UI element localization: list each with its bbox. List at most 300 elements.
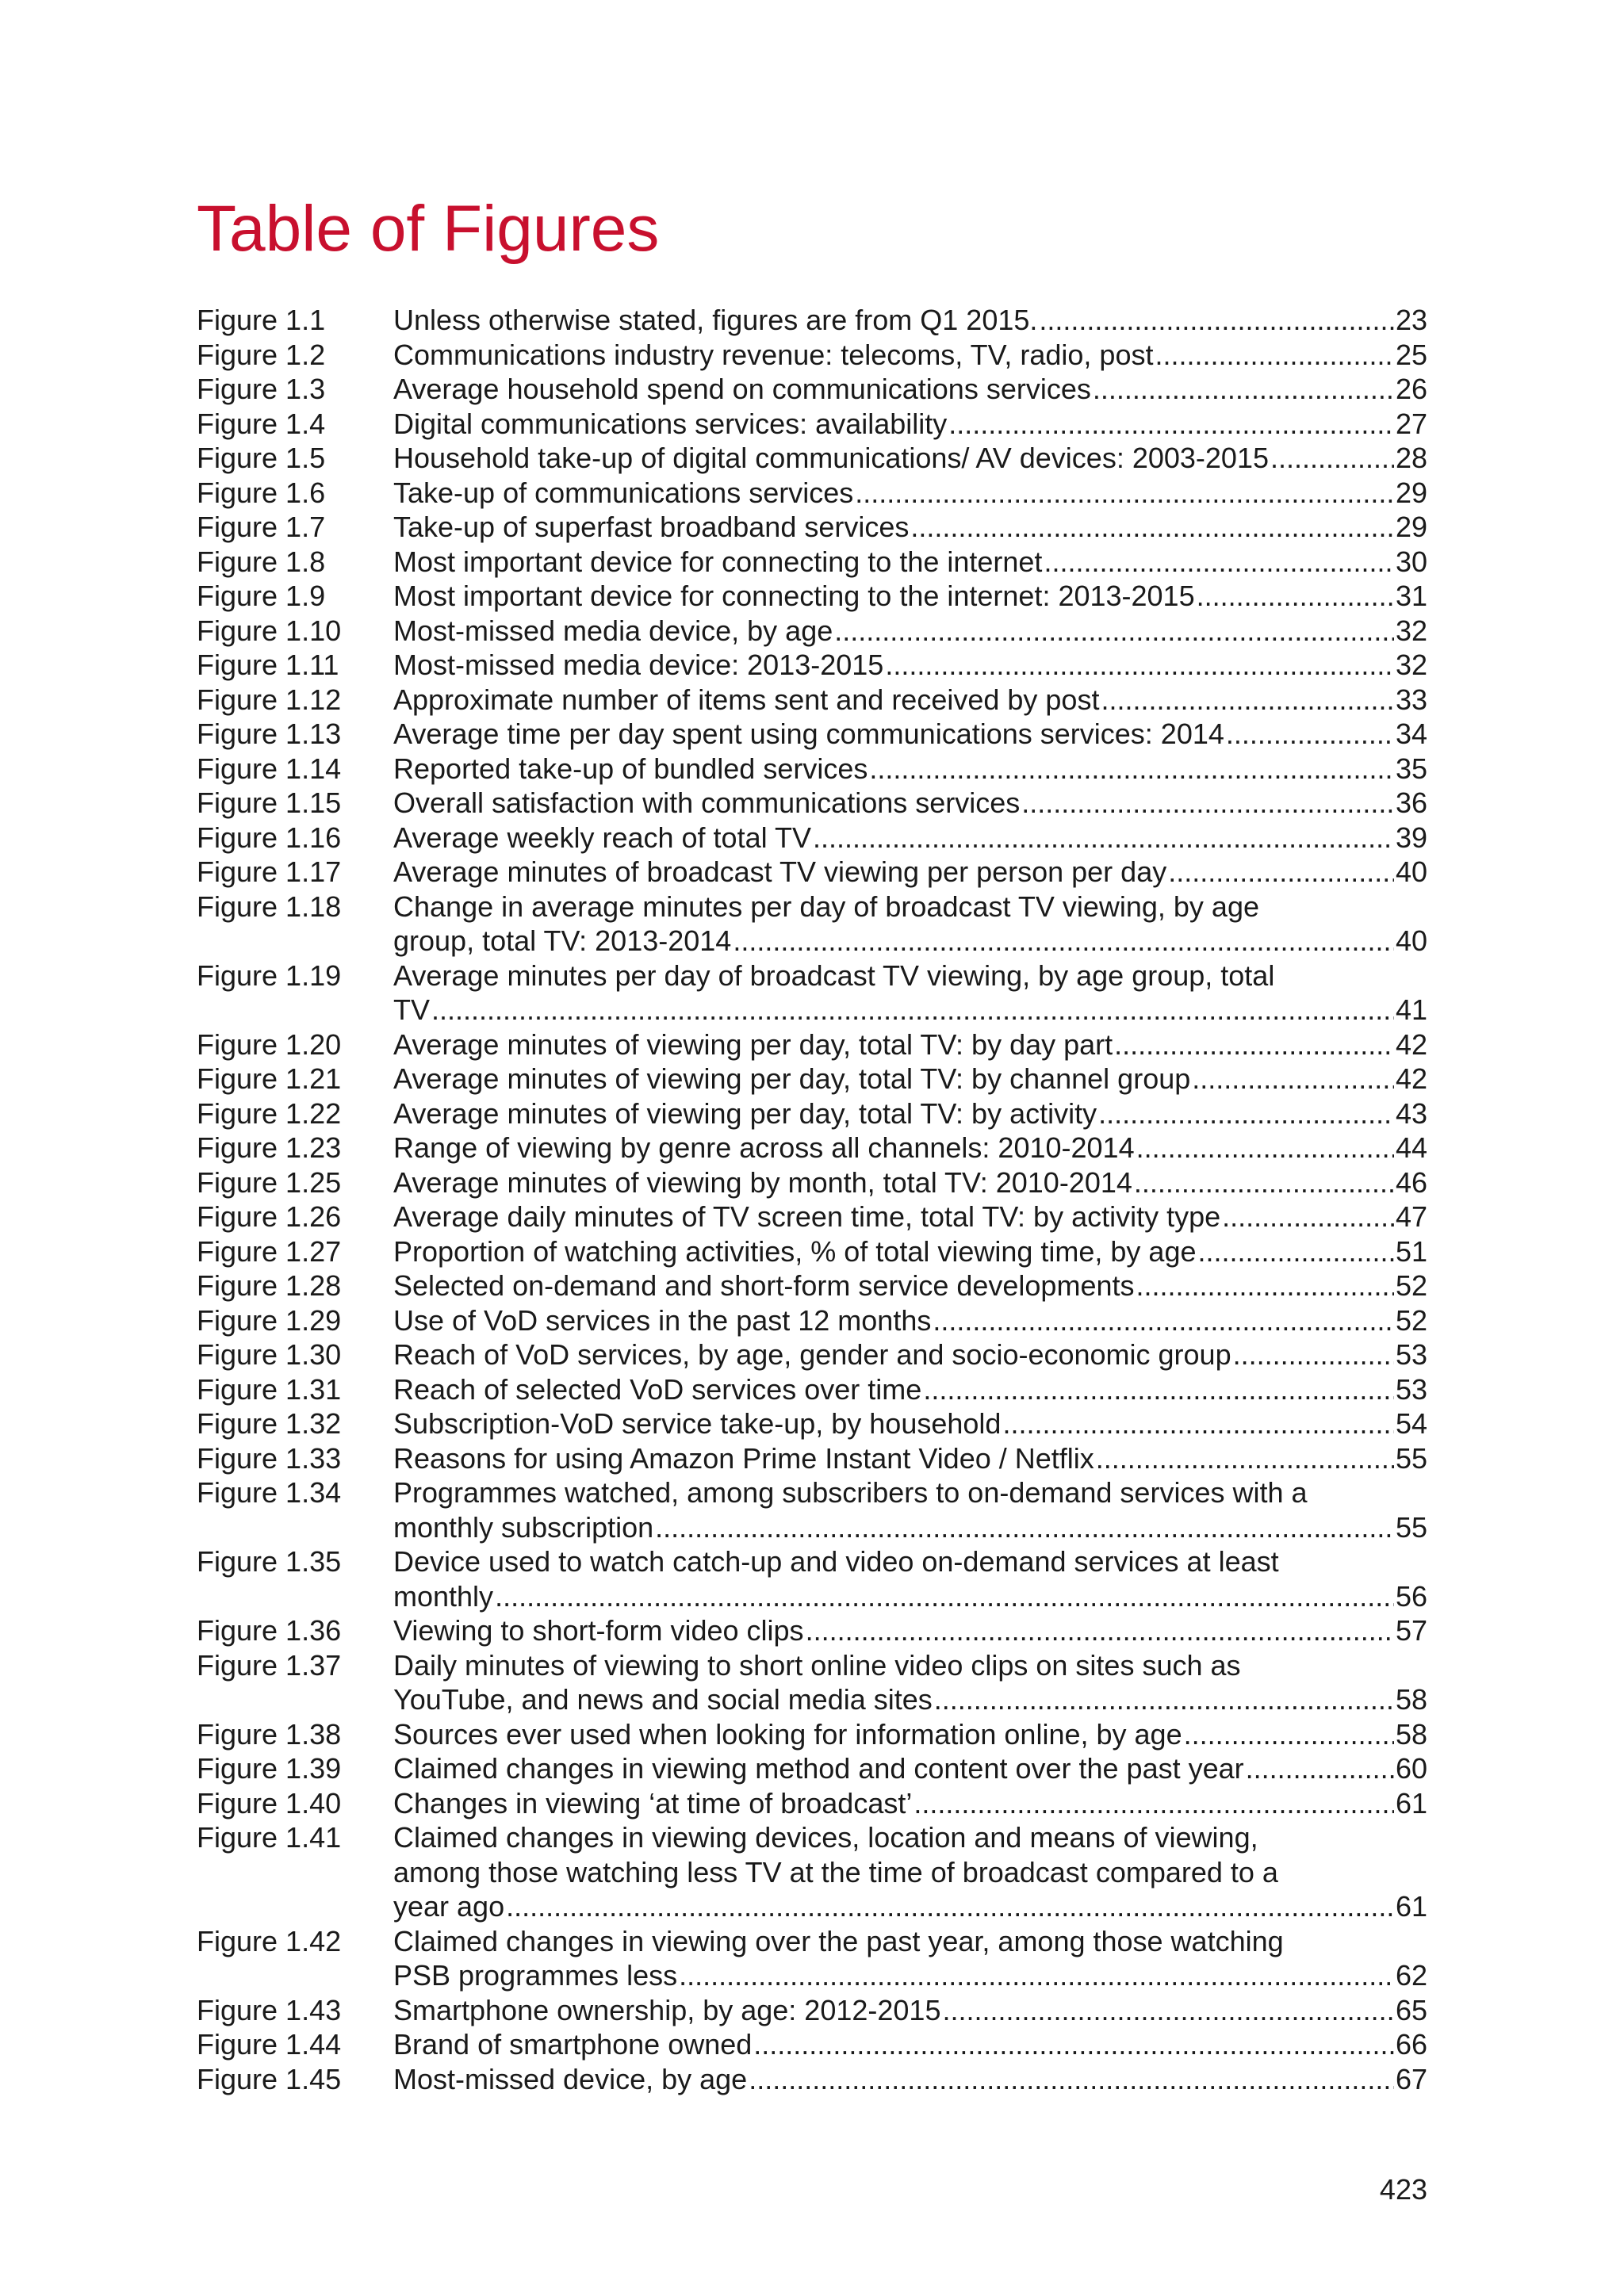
dot-leader — [1021, 786, 1394, 821]
toc-entry[interactable] — [197, 1027, 1427, 1062]
figure-title-last-line — [393, 1717, 1427, 1752]
dot-leader — [869, 752, 1394, 786]
dot-leader — [1101, 683, 1393, 718]
figure-entry-body — [393, 648, 1427, 683]
figure-entry-body — [393, 545, 1427, 580]
figure-title-line: Reported take-up of bundled services — [393, 752, 868, 785]
figure-title-line: Average minutes of viewing by month, total TV: 2010-2014 — [393, 1165, 1132, 1199]
toc-entry[interactable] — [197, 1200, 1427, 1234]
figure-number: Figure 1.13 — [197, 718, 342, 750]
figure-entry-body — [393, 1475, 1427, 1544]
dot-leader — [753, 2027, 1394, 2062]
page-reference[interactable]: 60 — [1395, 1752, 1427, 1785]
page-reference[interactable]: 32 — [1395, 614, 1427, 647]
figure-title-last-line — [393, 1234, 1427, 1269]
page-reference[interactable]: 51 — [1395, 1234, 1427, 1268]
figure-entry-body — [393, 510, 1427, 545]
figure-title-last-line — [393, 855, 1427, 890]
page-reference[interactable]: 39 — [1395, 821, 1427, 854]
figure-number: Figure 1.21 — [197, 1062, 342, 1095]
page-reference[interactable]: 27 — [1395, 407, 1427, 440]
toc-entry[interactable] — [197, 1234, 1427, 1269]
page-reference[interactable]: 52 — [1395, 1303, 1427, 1337]
page-reference[interactable]: 29 — [1395, 511, 1427, 543]
figure-number: Figure 1.42 — [197, 1924, 342, 1957]
page-reference[interactable]: 40 — [1395, 924, 1427, 957]
toc-entry[interactable] — [197, 855, 1427, 890]
dot-leader — [1270, 441, 1394, 476]
toc-entry[interactable] — [197, 1303, 1427, 1338]
dot-leader — [1098, 1096, 1394, 1131]
figure-number: Figure 1.17 — [197, 855, 342, 888]
figure-entry-body — [393, 890, 1427, 959]
figure-title-line: Selected on-demand and short-form service developments — [393, 1269, 1135, 1302]
dot-leader — [1114, 1027, 1394, 1062]
figure-entry-body — [393, 1717, 1427, 1752]
toc-entry[interactable] — [197, 476, 1427, 511]
toc-entry[interactable] — [197, 1096, 1427, 1131]
page-reference[interactable]: 58 — [1395, 1717, 1427, 1751]
toc-entry[interactable] — [197, 1165, 1427, 1200]
dot-leader — [679, 1958, 1394, 1993]
figure-number: Figure 1.38 — [197, 1717, 342, 1751]
page-reference[interactable]: 66 — [1395, 2028, 1427, 2061]
toc-entry[interactable] — [197, 683, 1427, 718]
figure-title-line: Most important device for connecting to the internet — [393, 545, 1043, 578]
dot-leader — [1197, 579, 1394, 614]
figure-entry-body — [393, 338, 1427, 373]
figure-title-line: Programmes watched, among subscribers to on-demand services with a — [393, 1476, 1308, 1509]
dot-leader — [834, 614, 1394, 649]
figure-number: Figure 1.10 — [197, 614, 342, 647]
figure-title-last-line — [393, 1510, 1427, 1545]
figure-title-line: YouTube, and news and social media sites — [393, 1683, 933, 1716]
figure-title-line: Claimed changes in viewing over the past year, among those watching — [393, 1924, 1284, 1957]
figure-title-line: Unless otherwise stated, figures are from Q1 2015. — [393, 304, 1038, 336]
figure-title-last-line — [393, 1269, 1427, 1303]
figure-title-line: Changes in viewing ‘at time of broadcast’ — [393, 1786, 913, 1820]
figure-entry-body — [393, 752, 1427, 786]
page-reference[interactable]: 52 — [1395, 1269, 1427, 1302]
figure-title-line: Daily minutes of viewing to short online video clips on sites such as — [393, 1648, 1241, 1682]
figure-title-last-line — [393, 614, 1427, 649]
figure-title-last-line — [393, 717, 1427, 752]
dot-leader — [749, 2062, 1394, 2097]
dot-leader — [885, 648, 1394, 683]
figure-number: Figure 1.9 — [197, 580, 326, 612]
page-reference[interactable]: 28 — [1395, 442, 1427, 474]
dot-leader — [1136, 1131, 1394, 1165]
figure-entry-body — [393, 1924, 1427, 1993]
figure-title-last-line — [393, 1889, 1427, 1924]
figure-number: Figure 1.18 — [197, 890, 342, 923]
dot-leader — [1134, 1165, 1394, 1200]
page-reference[interactable]: 46 — [1395, 1165, 1427, 1199]
figure-number: Figure 1.20 — [197, 1027, 342, 1061]
page-reference[interactable]: 42 — [1395, 1062, 1427, 1095]
page-reference[interactable]: 57 — [1395, 1614, 1427, 1647]
figure-number: Figure 1.36 — [197, 1614, 342, 1647]
figure-title-last-line — [393, 1200, 1427, 1234]
figure-title-last-line — [393, 683, 1427, 718]
figure-number: Figure 1.7 — [197, 511, 326, 543]
figure-number: Figure 1.44 — [197, 2028, 342, 2061]
page-reference[interactable]: 53 — [1395, 1338, 1427, 1371]
figure-title-line: PSB programmes less — [393, 1959, 678, 1992]
figure-entry-body — [393, 1165, 1427, 1200]
figure-title-last-line — [393, 1441, 1427, 1476]
dot-leader — [1002, 1406, 1394, 1441]
figure-title-last-line — [393, 476, 1427, 511]
figure-title-line: Average weekly reach of total TV — [393, 821, 811, 854]
figure-entry-body — [393, 1751, 1427, 1786]
toc-entry[interactable] — [197, 579, 1427, 614]
page-reference[interactable]: 41 — [1395, 993, 1427, 1026]
page-number: 423 — [1379, 2173, 1427, 2206]
toc-entry[interactable] — [197, 510, 1427, 545]
figure-title-line: Range of viewing by genre across all channels: 2010-2014 — [393, 1131, 1135, 1164]
page-reference[interactable]: 55 — [1395, 1510, 1427, 1544]
toc-entry[interactable] — [197, 1751, 1427, 1786]
dot-leader — [1184, 1717, 1394, 1752]
figure-title-line: Reasons for using Amazon Prime Instant Video / Netflix — [393, 1441, 1094, 1475]
toc-entry[interactable] — [197, 1786, 1427, 1821]
figure-number: Figure 1.19 — [197, 959, 342, 992]
figure-title-line: monthly — [393, 1579, 494, 1613]
toc-entry[interactable] — [197, 303, 1427, 338]
toc-entry[interactable] — [197, 1475, 1427, 1544]
figure-entry-body — [393, 614, 1427, 649]
figure-title-last-line — [393, 786, 1427, 821]
toc-entry[interactable] — [197, 1372, 1427, 1407]
figure-number: Figure 1.16 — [197, 821, 342, 854]
figure-title-line: Device used to watch catch-up and video on-demand services at least — [393, 1545, 1279, 1578]
toc-entry[interactable] — [197, 959, 1427, 1027]
figure-title-line: Average minutes of viewing per day, total TV: by day part — [393, 1027, 1113, 1061]
page-reference[interactable]: 32 — [1395, 649, 1427, 681]
figure-title-last-line — [393, 303, 1427, 338]
toc-entry[interactable] — [197, 648, 1427, 683]
figure-entry-body — [393, 1372, 1427, 1407]
figure-number: Figure 1.2 — [197, 338, 326, 371]
dot-leader — [1246, 1751, 1394, 1786]
figure-title-last-line — [393, 1682, 1427, 1717]
figure-title-line: Average time per day spent using communications services: 2014 — [393, 718, 1224, 750]
figure-entry-body — [393, 1993, 1427, 2028]
figure-title-last-line — [393, 648, 1427, 683]
toc-entry[interactable] — [197, 2062, 1427, 2097]
dot-leader — [942, 1993, 1393, 2028]
dot-leader — [1096, 1441, 1394, 1476]
page-reference[interactable]: 43 — [1395, 1096, 1427, 1130]
figure-number: Figure 1.35 — [197, 1545, 342, 1578]
figure-title-last-line — [393, 1131, 1427, 1165]
figure-entry-body — [393, 441, 1427, 476]
figure-number: Figure 1.29 — [197, 1303, 342, 1337]
figure-entry-body — [393, 1027, 1427, 1062]
figure-number: Figure 1.5 — [197, 442, 326, 474]
dot-leader — [806, 1613, 1394, 1648]
dot-leader — [1093, 372, 1394, 407]
figure-entry-body — [393, 579, 1427, 614]
page-title: Table of Figures — [197, 193, 660, 265]
dot-leader — [1155, 338, 1393, 373]
figure-title-line: Average minutes per day of broadcast TV viewing, by age group, total — [393, 959, 1275, 992]
figure-title-line: Average minutes of broadcast TV viewing per person per day — [393, 855, 1167, 888]
figure-title-last-line — [393, 441, 1427, 476]
page-reference[interactable]: 34 — [1395, 718, 1427, 750]
toc-entry[interactable] — [197, 1544, 1427, 1613]
page-reference[interactable]: 67 — [1395, 2062, 1427, 2095]
figure-entry-body — [393, 717, 1427, 752]
page-reference[interactable]: 44 — [1395, 1131, 1427, 1164]
figure-number: Figure 1.23 — [197, 1131, 342, 1164]
figure-number: Figure 1.3 — [197, 373, 326, 405]
toc-entry[interactable] — [197, 1269, 1427, 1303]
figure-title-last-line — [393, 1027, 1427, 1062]
toc-entry[interactable] — [197, 2027, 1427, 2062]
figure-entry-body — [393, 1062, 1427, 1096]
figure-title-line: Subscription-VoD service take-up, by household — [393, 1407, 1002, 1440]
figure-entry-body — [393, 1648, 1427, 1717]
figure-entry-body — [393, 821, 1427, 855]
figure-entry-body — [393, 959, 1427, 1027]
figure-title-last-line — [393, 1993, 1427, 2028]
page-reference[interactable]: 23 — [1395, 304, 1427, 336]
figure-title-line: Average minutes of viewing per day, total TV: by channel group — [393, 1062, 1191, 1095]
figure-title-last-line — [393, 2062, 1427, 2097]
figure-title-last-line — [393, 1579, 1427, 1614]
dot-leader — [733, 924, 1394, 959]
page-reference[interactable]: 58 — [1395, 1683, 1427, 1716]
figure-number: Figure 1.30 — [197, 1338, 342, 1371]
toc-entry[interactable] — [197, 1648, 1427, 1717]
dot-leader — [933, 1303, 1394, 1338]
toc-entry[interactable] — [197, 1993, 1427, 2028]
figure-title-line: Change in average minutes per day of broadcast TV viewing, by age — [393, 890, 1259, 923]
dot-leader — [655, 1510, 1394, 1545]
figure-number: Figure 1.22 — [197, 1096, 342, 1130]
toc-entry[interactable] — [197, 1717, 1427, 1752]
figure-number: Figure 1.31 — [197, 1372, 342, 1406]
figure-title-line: monthly subscription — [393, 1510, 654, 1544]
toc-entry[interactable] — [197, 786, 1427, 821]
page-reference[interactable]: 31 — [1395, 580, 1427, 612]
figure-title-line: Most-missed media device: 2013-2015 — [393, 649, 884, 681]
toc-entry[interactable] — [197, 890, 1427, 959]
toc-entry[interactable] — [197, 1337, 1427, 1372]
figure-title-line: Most-missed media device, by age — [393, 614, 833, 647]
dot-leader — [495, 1579, 1394, 1614]
figure-title-last-line — [393, 1303, 1427, 1338]
dot-leader — [923, 1372, 1394, 1407]
dot-leader — [855, 476, 1394, 511]
toc-entry[interactable] — [197, 407, 1427, 442]
figure-title-last-line — [393, 545, 1427, 580]
figure-title-line: Communications industry revenue: telecoms, TV, radio, post — [393, 338, 1154, 371]
page-reference[interactable]: 54 — [1395, 1407, 1427, 1440]
figure-title-line: Sources ever used when looking for information online, by age — [393, 1717, 1182, 1751]
toc-entry[interactable] — [197, 1406, 1427, 1441]
toc-entry[interactable] — [197, 717, 1427, 752]
figure-title-line: Household take-up of digital communications/ AV devices: 2003-2015 — [393, 442, 1269, 474]
figure-entry-body — [393, 1200, 1427, 1234]
toc-entry[interactable] — [197, 1062, 1427, 1096]
page-reference[interactable]: 62 — [1395, 1959, 1427, 1992]
figure-title-last-line — [393, 1613, 1427, 1648]
figure-entry-body — [393, 2027, 1427, 2062]
page-reference[interactable]: 42 — [1395, 1027, 1427, 1061]
figure-entry-body — [393, 683, 1427, 718]
dot-leader — [1044, 545, 1394, 580]
page-reference[interactable]: 40 — [1395, 855, 1427, 888]
figure-title-last-line — [393, 1165, 1427, 1200]
page-reference[interactable]: 47 — [1395, 1200, 1427, 1233]
figure-title-last-line — [393, 1751, 1427, 1786]
figure-title-last-line — [393, 2027, 1427, 2062]
dot-leader — [1039, 303, 1394, 338]
dot-leader — [813, 821, 1394, 855]
figure-title-line: Claimed changes in viewing method and content over the past year — [393, 1752, 1244, 1785]
figure-number: Figure 1.4 — [197, 407, 326, 440]
figure-title-line: Approximate number of items sent and received by post — [393, 683, 1100, 716]
figure-number: Figure 1.28 — [197, 1269, 342, 1302]
toc-entry[interactable] — [197, 1441, 1427, 1476]
figure-number: Figure 1.34 — [197, 1476, 342, 1509]
dot-leader — [1226, 717, 1394, 752]
figure-title-last-line — [393, 579, 1427, 614]
figure-title-line: Average minutes of viewing per day, total TV: by activity — [393, 1096, 1097, 1130]
figure-entry-body — [393, 1269, 1427, 1303]
figure-title-last-line — [393, 1372, 1427, 1407]
figure-entry-body — [393, 1131, 1427, 1165]
figure-title-line: among those watching less TV at the time of broadcast compared to a — [393, 1855, 1278, 1888]
figure-entry-body — [393, 1441, 1427, 1476]
figure-entry-body — [393, 786, 1427, 821]
dot-leader — [1192, 1062, 1394, 1096]
toc-entry[interactable] — [197, 441, 1427, 476]
page-reference[interactable]: 65 — [1395, 1993, 1427, 2026]
figure-title-line: Claimed changes in viewing devices, location and means of viewing, — [393, 1821, 1258, 1854]
figure-entry-body — [393, 1544, 1427, 1613]
figure-number: Figure 1.15 — [197, 786, 342, 819]
figure-number: Figure 1.12 — [197, 683, 342, 716]
figure-title-line: group, total TV: 2013-2014 — [393, 924, 732, 957]
figure-title-last-line — [393, 338, 1427, 373]
dot-leader — [1136, 1269, 1394, 1303]
figure-title-last-line — [393, 372, 1427, 407]
toc-entry[interactable] — [197, 1924, 1427, 1993]
figure-title-last-line — [393, 993, 1427, 1027]
figure-title-line: Reach of VoD services, by age, gender and socio-economic group — [393, 1338, 1231, 1371]
page-reference[interactable]: 33 — [1395, 683, 1427, 716]
figure-title-line: Reach of selected VoD services over time — [393, 1372, 922, 1406]
page-reference[interactable]: 25 — [1395, 338, 1427, 371]
figure-number: Figure 1.8 — [197, 545, 326, 578]
figure-title-line: Most-missed device, by age — [393, 2062, 748, 2095]
figure-number: Figure 1.26 — [197, 1200, 342, 1233]
figure-title-line: Overall satisfaction with communications services — [393, 786, 1021, 819]
dot-leader — [910, 510, 1394, 545]
dot-leader — [431, 993, 1394, 1027]
toc-entry[interactable] — [197, 372, 1427, 407]
dot-leader — [1198, 1234, 1394, 1269]
figure-title-last-line — [393, 1096, 1427, 1131]
table-of-figures-list — [197, 303, 1427, 2096]
dot-leader — [1233, 1337, 1394, 1372]
figure-title-last-line — [393, 821, 1427, 855]
page-reference[interactable]: 29 — [1395, 476, 1427, 509]
figure-number: Figure 1.14 — [197, 752, 342, 785]
figure-title-line: year ago — [393, 1890, 505, 1923]
figure-entry-body — [393, 407, 1427, 442]
toc-entry[interactable] — [197, 821, 1427, 855]
page-reference[interactable]: 36 — [1395, 786, 1427, 819]
dot-leader — [934, 1682, 1394, 1717]
figure-title-line: Use of VoD services in the past 12 months — [393, 1303, 932, 1337]
figure-title-last-line — [393, 1786, 1427, 1821]
figure-number: Figure 1.11 — [197, 649, 339, 681]
figure-number: Figure 1.32 — [197, 1407, 342, 1440]
figure-number: Figure 1.37 — [197, 1648, 342, 1682]
figure-entry-body — [393, 372, 1427, 407]
figure-title-line: Smartphone ownership, by age: 2012-2015 — [393, 1993, 941, 2026]
figure-entry-body — [393, 1820, 1427, 1924]
figure-title-line: Average household spend on communications services — [393, 373, 1091, 405]
figure-number: Figure 1.41 — [197, 1821, 342, 1854]
figure-title-last-line — [393, 1337, 1427, 1372]
toc-entry[interactable] — [197, 338, 1427, 373]
figure-number: Figure 1.45 — [197, 2062, 342, 2095]
page-reference[interactable]: 61 — [1395, 1786, 1427, 1820]
figure-entry-body — [393, 1303, 1427, 1338]
figure-title-last-line — [393, 510, 1427, 545]
toc-entry[interactable] — [197, 545, 1427, 580]
figure-title-line: Digital communications services: availability — [393, 407, 948, 440]
figure-entry-body — [393, 855, 1427, 890]
page-reference[interactable]: 30 — [1395, 545, 1427, 578]
figure-entry-body — [393, 2062, 1427, 2097]
page-reference[interactable]: 53 — [1395, 1372, 1427, 1406]
figure-title-line: TV — [393, 993, 431, 1026]
dot-leader — [948, 407, 1394, 442]
figure-title-last-line — [393, 1406, 1427, 1441]
page-reference[interactable]: 55 — [1395, 1441, 1427, 1475]
toc-entry[interactable] — [197, 1131, 1427, 1165]
figure-number: Figure 1.43 — [197, 1993, 342, 2026]
page-reference[interactable]: 61 — [1395, 1890, 1427, 1923]
figure-title-line: Viewing to short-form video clips — [393, 1614, 804, 1647]
page-reference[interactable]: 35 — [1395, 752, 1427, 785]
toc-entry[interactable] — [197, 1613, 1427, 1648]
figure-entry-body — [393, 1234, 1427, 1269]
figure-number: Figure 1.25 — [197, 1165, 342, 1199]
toc-entry[interactable] — [197, 1820, 1427, 1924]
figure-entry-body — [393, 1096, 1427, 1131]
figure-title-line: Take-up of superfast broadband services — [393, 511, 910, 543]
dot-leader — [1222, 1200, 1394, 1234]
page-reference[interactable]: 26 — [1395, 373, 1427, 405]
figure-entry-body — [393, 1786, 1427, 1821]
dot-leader — [914, 1786, 1394, 1821]
figure-entry-body — [393, 1613, 1427, 1648]
page-reference[interactable]: 56 — [1395, 1579, 1427, 1613]
toc-entry[interactable] — [197, 614, 1427, 649]
figure-title-line: Average daily minutes of TV screen time, total TV: by activity type — [393, 1200, 1221, 1233]
figure-title-last-line — [393, 1062, 1427, 1096]
toc-entry[interactable] — [197, 752, 1427, 786]
figure-entry-body — [393, 1337, 1427, 1372]
